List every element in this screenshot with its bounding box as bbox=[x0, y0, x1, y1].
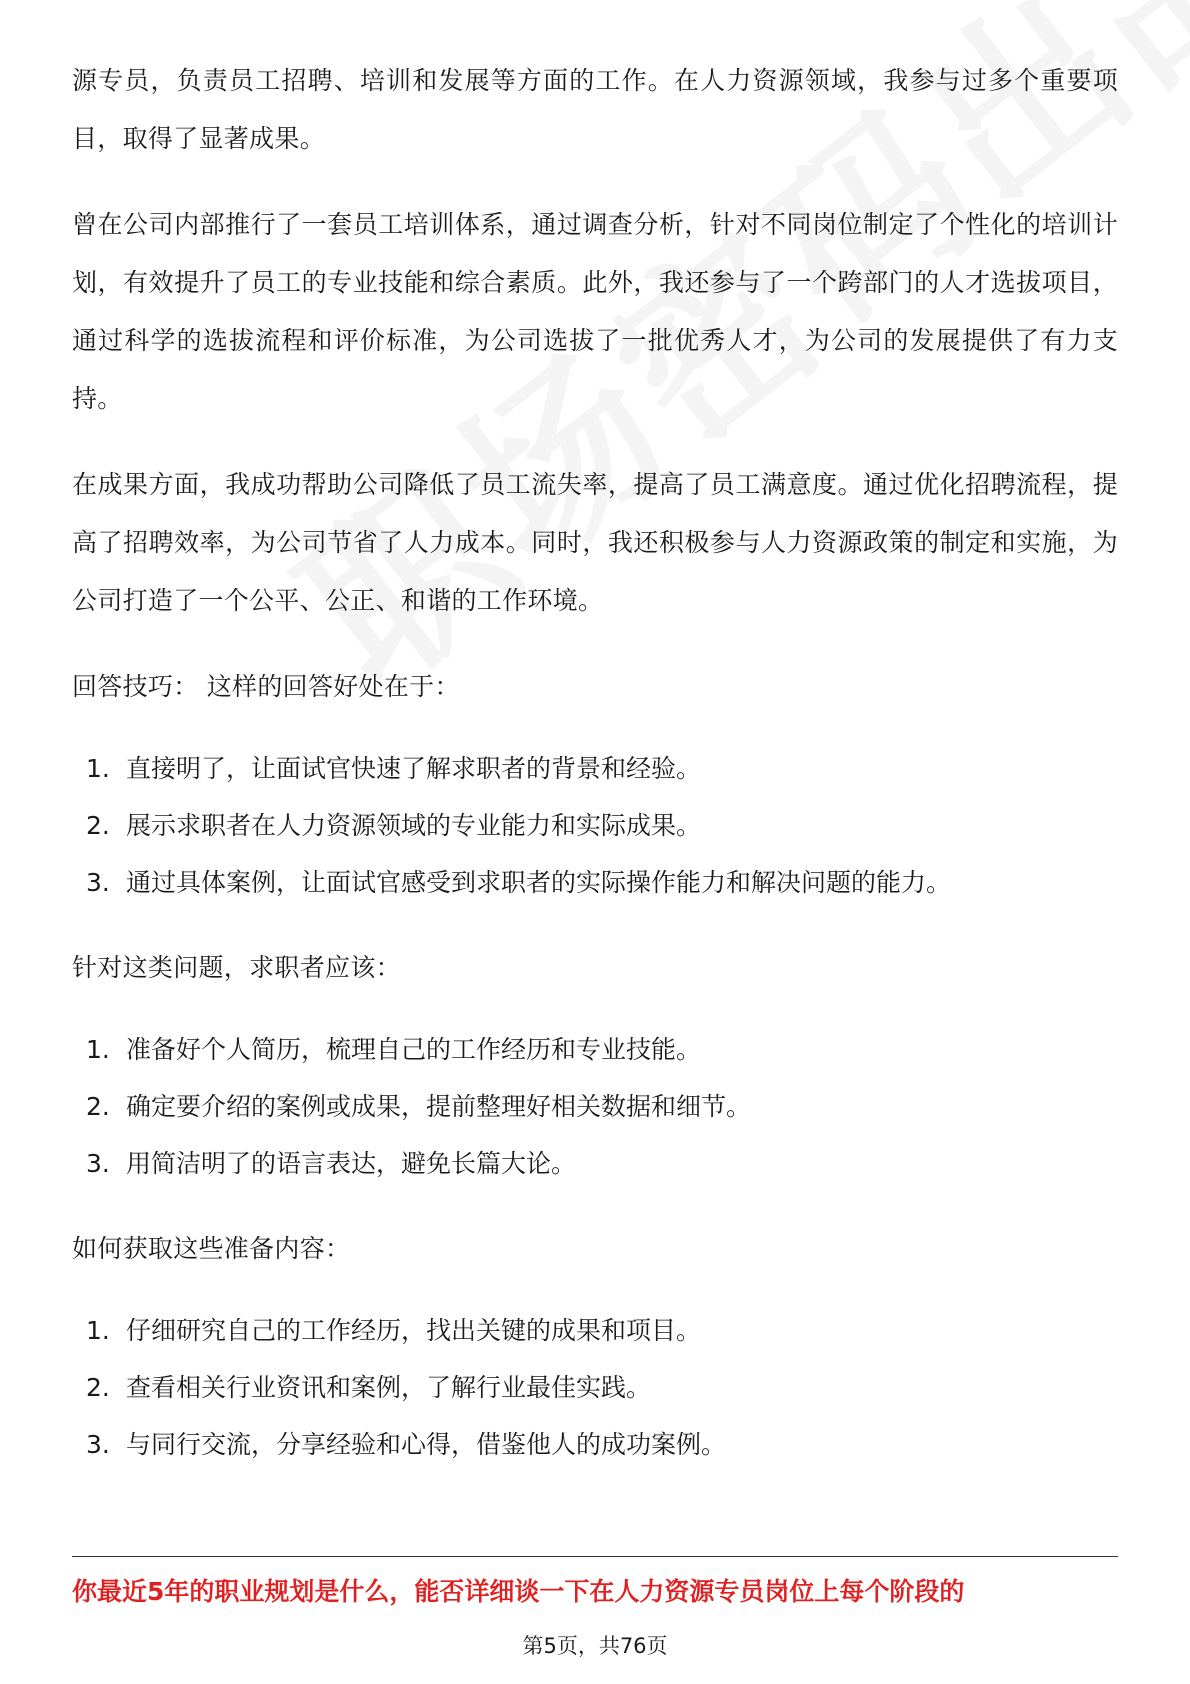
list-item bbox=[72, 1078, 1118, 1135]
should-list bbox=[72, 1021, 1118, 1192]
list-item bbox=[72, 740, 1118, 797]
list-item-text: 准备好个人简历，梳理自己的工作经历和专业技能。 bbox=[126, 1035, 702, 1064]
list-item bbox=[72, 1302, 1118, 1359]
should-heading: 针对这类问题，求职者应该： bbox=[72, 953, 401, 982]
list-item-text: 与同行交流，分享经验和心得，借鉴他人的成功案例。 bbox=[126, 1430, 727, 1459]
tips-heading: 回答技巧： 这样的回答好处在于： bbox=[72, 672, 460, 701]
list-item bbox=[72, 797, 1118, 854]
list-item-number: 2. bbox=[86, 1092, 110, 1121]
list-item-number: 1. bbox=[86, 1035, 110, 1064]
list-item bbox=[72, 1021, 1118, 1078]
list-item bbox=[72, 1135, 1118, 1192]
list-item-text: 展示求职者在人力资源领域的专业能力和实际成果。 bbox=[126, 811, 702, 840]
list-item bbox=[72, 1416, 1118, 1473]
list-item-text: 直接明了，让面试官快速了解求职者的背景和经验。 bbox=[126, 754, 702, 783]
list-item bbox=[72, 1359, 1118, 1416]
list-item bbox=[72, 854, 1118, 911]
next-question-heading: 你最近5年的职业规划是什么，能否详细谈一下在人力资源专员岗位上每个阶段的 bbox=[72, 1577, 965, 1606]
list-item-number: 3. bbox=[86, 1430, 110, 1459]
list-item-number: 1. bbox=[86, 754, 110, 783]
document-body bbox=[72, 52, 1118, 1501]
list-item-text: 用简洁明了的语言表达，避免长篇大论。 bbox=[126, 1149, 577, 1178]
tips-list bbox=[72, 740, 1118, 911]
list-item-number: 3. bbox=[86, 1149, 110, 1178]
paragraph-intro: 源专员，负责员工招聘、培训和发展等方面的工作。在人力资源领域，我参与过多个重要项目，取得了显著成果。 bbox=[72, 66, 1118, 153]
prepare-list bbox=[72, 1302, 1118, 1473]
paragraph-projects: 曾在公司内部推行了一套员工培训体系，通过调查分析，针对不同岗位制定了个性化的培训计划，有效提升了员工的专业技能和综合素质。此外，我还参与了一个跨部门的人才选拔项目，通过科学的选拔流程和评价标准，为公司选拔了一批优秀人才，为公司的发展提供了有力支持。 bbox=[72, 210, 1118, 413]
list-item-text: 通过具体案例，让面试官感受到求职者的实际操作能力和解决问题的能力。 bbox=[126, 868, 952, 897]
prepare-heading: 如何获取这些准备内容： bbox=[72, 1234, 351, 1263]
paragraph-results: 在成果方面，我成功帮助公司降低了员工流失率，提高了员工满意度。通过优化招聘流程，提高了招聘效率，为公司节省了人力成本。同时，我还积极参与人力资源政策的制定和实施，为公司打造了一个公平、公正、和谐的工作环境。 bbox=[72, 470, 1118, 615]
page-number: 第5页，共76页 bbox=[522, 1634, 668, 1658]
list-item-number: 2. bbox=[86, 1373, 110, 1402]
list-item-text: 查看相关行业资讯和案例，了解行业最佳实践。 bbox=[126, 1373, 652, 1402]
list-item-text: 仔细研究自己的工作经历，找出关键的成果和项目。 bbox=[126, 1316, 702, 1345]
list-item-text: 确定要介绍的案例或成果，提前整理好相关数据和细节。 bbox=[126, 1092, 752, 1121]
section-divider bbox=[72, 1556, 1118, 1557]
list-item-number: 1. bbox=[86, 1316, 110, 1345]
list-item-number: 2. bbox=[86, 811, 110, 840]
list-item-number: 3. bbox=[86, 868, 110, 897]
